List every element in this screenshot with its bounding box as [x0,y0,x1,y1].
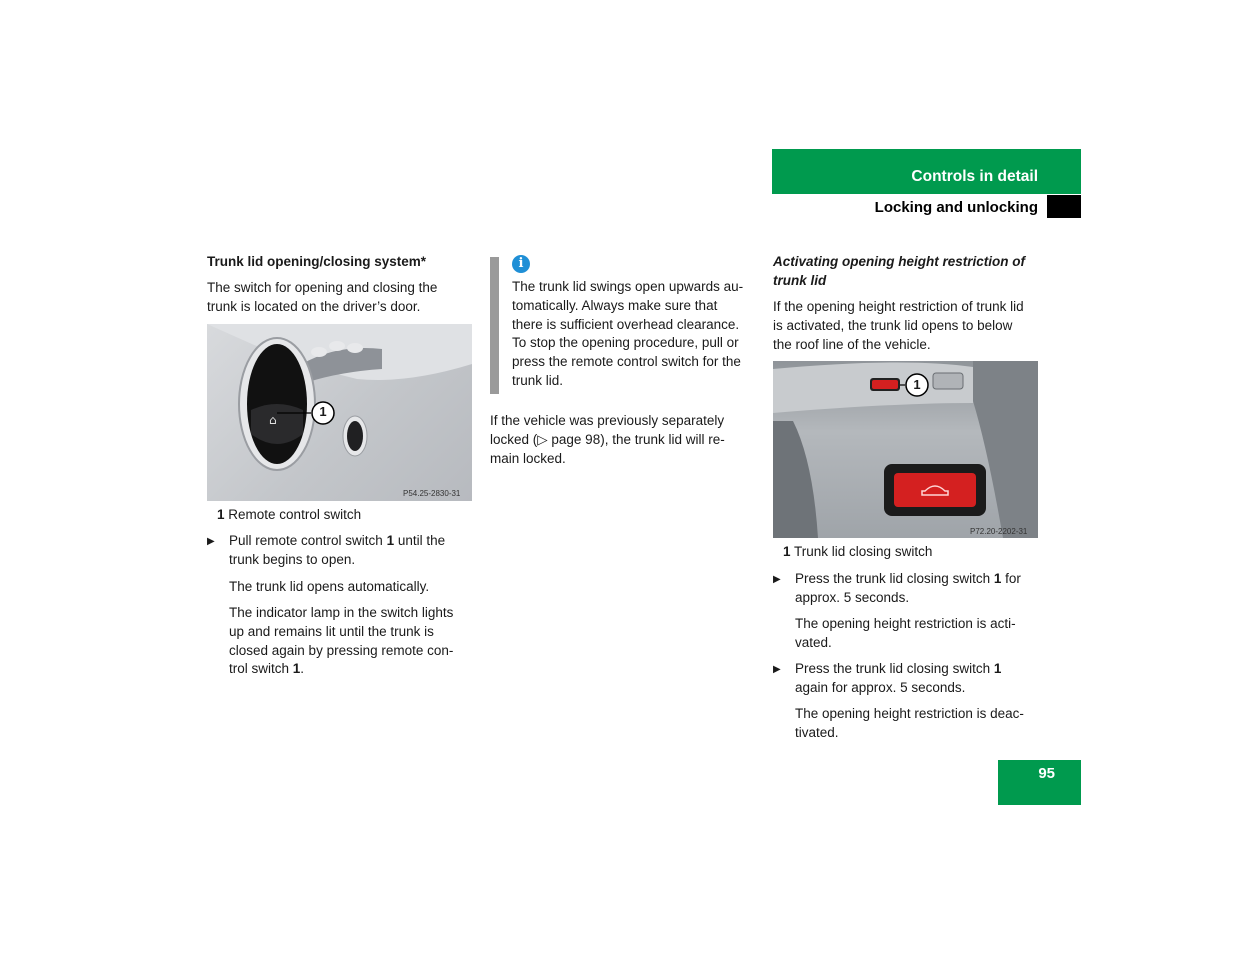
col2-paragraph: If the vehicle was previously separately locked (▷ page 98), the trunk lid will re- main locked. [490,412,755,468]
col1-heading: Trunk lid opening/closing system* [207,254,427,269]
col1-result1: The trunk lid opens automatically. [229,579,430,594]
figure2-code: P72.20-2202-31 [970,527,1028,536]
figure1-code: P54.25-2830-31 [403,489,461,498]
figure1-caption [217,506,477,525]
trunk-switch-illustration [773,361,1038,538]
subsection-title: Locking and unlocking [874,199,1038,216]
figure2-callout-1: 1 [913,377,921,392]
col3-intro: If the opening height restriction of trunk lid is activated, the trunk lid opens to below the roof line of the vehicle. [773,299,1024,352]
door-switch-figure [207,324,472,501]
figure2-caption-num: 1 [783,544,791,559]
col3-result1: The opening height restriction is acti- vated. [795,616,1016,650]
svg-text:⌂: ⌂ [269,413,277,427]
page-number: 95 [1038,765,1055,782]
info-icon: i [512,255,530,273]
col3-heading: Activating opening height restriction of trunk lid [773,254,1026,288]
trunk-switch-figure [773,361,1038,538]
page-reference-link[interactable]: locked (▷ page 98), the trunk lid will re- [490,431,725,447]
col1-step-line1: Pull remote control switch 1 until the [229,533,446,548]
figure2-caption [783,543,1043,562]
col3-step1: ▶ Press the trunk lid closing switch 1 for approx. 5 seconds. [773,571,1021,605]
bullet-arrow-icon: ▶ [773,664,781,675]
figure1-caption-num: 1 [217,507,225,522]
col3-step2: ▶ Press the trunk lid closing switch 1 again for approx. 5 seconds. [773,661,1002,695]
bullet-arrow-icon: ▶ [773,574,781,585]
col1-result2: The indicator lamp in the switch lights up and remains lit until the trunk is closed again by pressing remote con- trol switch 1. [229,605,454,677]
info-note: The trunk lid swings open upwards au- tomatically. Always make sure that there is sufficient overhead clearance. To stop the opening procedure, pull or press the remote control switch for the trunk lid. [512,279,744,388]
door-switch-illustration [207,324,472,501]
col1-step [207,532,477,570]
col1-step-line2: trunk begins to open. [229,551,356,567]
col1-intro-line1: The switch for opening and closing the [207,280,438,295]
info-bar [490,257,499,394]
figure1-callout-1: 1 [319,404,327,419]
section-title: Controls in detail [911,168,1038,185]
figure1-caption-text: Remote control switch [228,507,362,522]
figure2-caption-text: Trunk lid closing switch [794,544,933,559]
col3-result2: The opening height restriction is deac- tivated. [795,706,1024,740]
col1-intro-line2: trunk is located on the driver’s door. [207,299,421,314]
subsection-marker [1047,195,1081,218]
bullet-arrow-icon: ▶ [207,536,215,547]
